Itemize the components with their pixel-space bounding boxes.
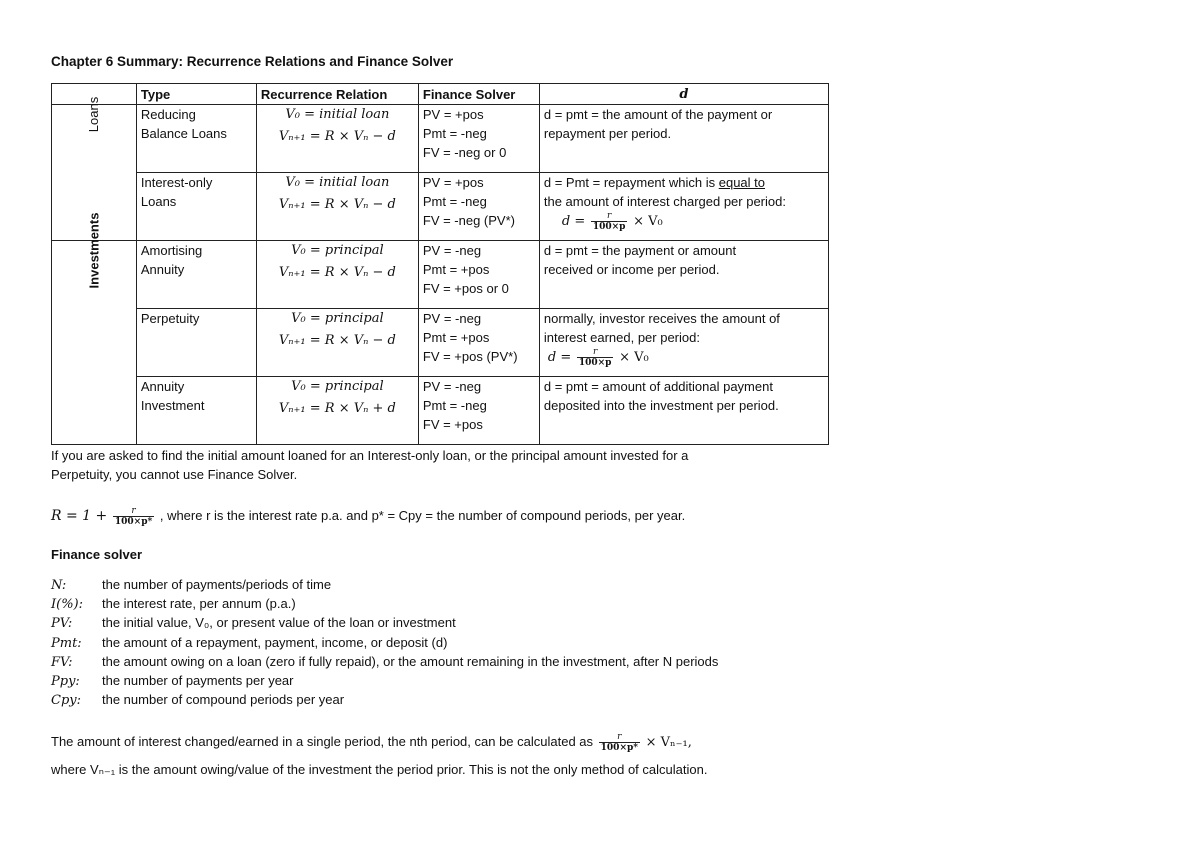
relation-cell <box>256 377 418 445</box>
solver-pv: PV = -neg <box>422 243 482 258</box>
definition-key: PV: <box>51 616 73 632</box>
relation-cell <box>256 173 418 241</box>
note-paragraph <box>51 446 688 484</box>
d-text: d = pmt = the amount of the payment or <box>543 107 773 122</box>
finance-solver-heading: Finance solver <box>51 547 143 562</box>
definition-text: the number of compound periods per year <box>102 692 345 708</box>
table-header-row <box>52 84 829 105</box>
type-cell <box>136 105 256 173</box>
type-line: Reducing <box>140 107 196 122</box>
d-formula <box>544 211 824 232</box>
definition-key: N: <box>51 578 67 593</box>
d-text: the amount of interest charged per period: <box>543 194 786 209</box>
d-formula <box>544 347 824 368</box>
fraction-numerator: r <box>599 732 640 743</box>
group-label-investments: Investments <box>86 212 102 289</box>
fraction <box>577 347 614 368</box>
table-row <box>52 105 829 173</box>
recurrence-formula: Vₙ₊₁ = R × Vₙ − d <box>278 265 396 280</box>
note-line: If you are asked to find the initial amount loaned for an Interest-only loan, or the principal amount invested for a <box>51 448 689 463</box>
table-row <box>52 241 829 309</box>
relation-cell <box>256 105 418 173</box>
definition-text: the number of payments/periods of time <box>102 577 332 592</box>
d-text-underlined: equal to <box>718 175 765 190</box>
solver-pmt: Pmt = -neg <box>422 398 487 413</box>
definition-row <box>51 654 718 673</box>
definition-key: I(%): <box>51 597 84 613</box>
d-text-part: d = Pmt = repayment which is <box>543 175 719 190</box>
definition-row <box>51 673 718 692</box>
page-title: Chapter 6 Summary: Recurrence Relations and Finance Solver <box>51 54 454 69</box>
d-text: d = pmt = amount of additional payment <box>543 379 773 394</box>
type-line: Annuity <box>140 379 185 394</box>
d-formula-lhs: d = <box>547 350 572 365</box>
definition-key: Pmt: <box>51 635 82 651</box>
group-investments <box>52 212 137 445</box>
fraction-denominator: 100×p <box>578 358 612 369</box>
solver-cell <box>418 309 539 377</box>
definition-row <box>51 596 718 615</box>
recurrence-formula: Vₙ₊₁ = R × Vₙ − d <box>278 197 396 212</box>
d-text: normally, investor receives the amount of <box>543 311 780 326</box>
d-formula-lhs: d = <box>561 214 586 229</box>
solver-fv: FV = -neg or 0 <box>422 145 507 160</box>
fraction <box>599 732 640 753</box>
definition-row <box>51 577 718 596</box>
r-formula-text: , where r is the interest rate p.a. and p* = Cpy = the number of compound periods, per year. <box>159 508 686 523</box>
definition-text: the amount owing on a loan (zero if fully repaid), or the amount remaining in the investment, after N periods <box>102 653 719 669</box>
recurrence-formula: Vₙ₊₁ = R × Vₙ + d <box>278 401 396 416</box>
v0-formula: V₀ = initial loan <box>285 107 390 122</box>
d-text <box>544 173 824 192</box>
type-line: Balance Loans <box>140 126 227 141</box>
type-line: Annuity <box>140 262 185 277</box>
solver-pv: PV = +pos <box>422 175 484 190</box>
d-formula-rhs: × V₀ <box>619 350 649 365</box>
solver-pmt: Pmt = +pos <box>422 262 490 277</box>
d-cell <box>539 241 828 309</box>
definitions-list <box>51 577 718 711</box>
definition-key: Cpy: <box>51 693 81 709</box>
v0-formula: V₀ = principal <box>291 243 384 258</box>
v0-formula: V₀ = principal <box>291 311 384 326</box>
note-line: Perpetuity, you cannot use Finance Solver. <box>51 467 298 482</box>
solver-cell <box>418 173 539 241</box>
solver-fv: FV = +pos <box>422 417 483 432</box>
r-formula-line <box>51 503 685 529</box>
type-cell <box>136 241 256 309</box>
solver-pv: PV = +pos <box>422 107 484 122</box>
d-cell <box>539 309 828 377</box>
type-line: Interest-only <box>140 175 213 190</box>
solver-fv: FV = -neg (PV*) <box>422 213 515 228</box>
d-text: d = pmt = the payment or amount <box>543 243 737 258</box>
recurrence-formula: Vₙ₊₁ = R × Vₙ − d <box>278 333 396 348</box>
d-cell <box>539 377 828 445</box>
table-row <box>52 173 829 241</box>
type-line: Loans <box>140 194 177 209</box>
definition-text: the interest rate, per annum (p.a.) <box>102 596 296 612</box>
fraction-denominator: 100×p* <box>114 517 153 528</box>
header-solver: Finance Solver <box>418 84 539 105</box>
interest-tail: × Vₙ₋₁, <box>645 735 692 750</box>
type-cell <box>136 173 256 241</box>
fraction-numerator: r <box>591 211 628 222</box>
solver-cell <box>418 241 539 309</box>
solver-pv: PV = -neg <box>422 311 482 326</box>
d-cell <box>539 105 828 173</box>
solver-pmt: Pmt = -neg <box>422 194 487 209</box>
type-cell <box>136 377 256 445</box>
type-line: Perpetuity <box>140 311 200 326</box>
definition-key: Ppy: <box>51 673 80 689</box>
table-row <box>52 377 829 445</box>
interest-line-2: where Vₙ₋₁ is the amount owing/value of the investment the period prior. This is not the only method of calculation. <box>51 762 708 777</box>
fraction <box>113 506 154 527</box>
recurrence-formula: Vₙ₊₁ = R × Vₙ − d <box>278 129 396 144</box>
relation-cell <box>256 241 418 309</box>
summary-table <box>51 83 829 445</box>
fraction-denominator: 100×p <box>592 222 626 233</box>
definition-row <box>51 692 718 711</box>
definition-text: the initial value, V₀, or present value of the loan or investment <box>102 615 456 631</box>
fraction-denominator: 100×p* <box>600 743 638 754</box>
relation-cell <box>256 309 418 377</box>
r-formula-lhs: R = 1 + <box>51 508 108 524</box>
definition-key: FV: <box>51 654 73 670</box>
v0-formula: V₀ = principal <box>291 379 384 394</box>
definition-text: the amount of a repayment, payment, income, or deposit (d) <box>102 634 448 650</box>
header-type: Type <box>136 84 256 105</box>
fraction-numerator: r <box>577 347 614 358</box>
fraction <box>591 211 628 232</box>
definition-text: the number of payments per year <box>102 672 294 688</box>
interest-text: The amount of interest changed/earned in a single period, the nth period, can be calculated as <box>51 734 594 749</box>
type-cell <box>136 309 256 377</box>
definition-row <box>51 635 718 654</box>
group-label-loans: Loans <box>86 96 102 133</box>
d-cell <box>539 173 828 241</box>
solver-pmt: Pmt = +pos <box>422 330 490 345</box>
fraction-numerator: r <box>113 506 154 517</box>
solver-cell <box>418 105 539 173</box>
type-line: Investment <box>140 398 205 413</box>
solver-fv: FV = +pos (PV*) <box>422 349 518 364</box>
solver-cell <box>418 377 539 445</box>
v0-formula: V₀ = initial loan <box>285 175 390 190</box>
header-d: d <box>539 84 828 105</box>
d-text: repayment per period. <box>543 126 672 141</box>
table-row <box>52 309 829 377</box>
solver-pv: PV = -neg <box>422 379 482 394</box>
interest-line-1 <box>51 730 692 755</box>
d-text: received or income per period. <box>543 262 720 277</box>
solver-fv: FV = +pos or 0 <box>422 281 509 296</box>
definition-row <box>51 615 718 634</box>
header-relation: Recurrence Relation <box>256 84 418 105</box>
type-line: Amortising <box>140 243 203 258</box>
d-formula-rhs: × V₀ <box>633 214 663 229</box>
d-text: deposited into the investment per period. <box>543 398 779 413</box>
d-text: interest earned, per period: <box>543 330 700 345</box>
solver-pmt: Pmt = -neg <box>422 126 487 141</box>
